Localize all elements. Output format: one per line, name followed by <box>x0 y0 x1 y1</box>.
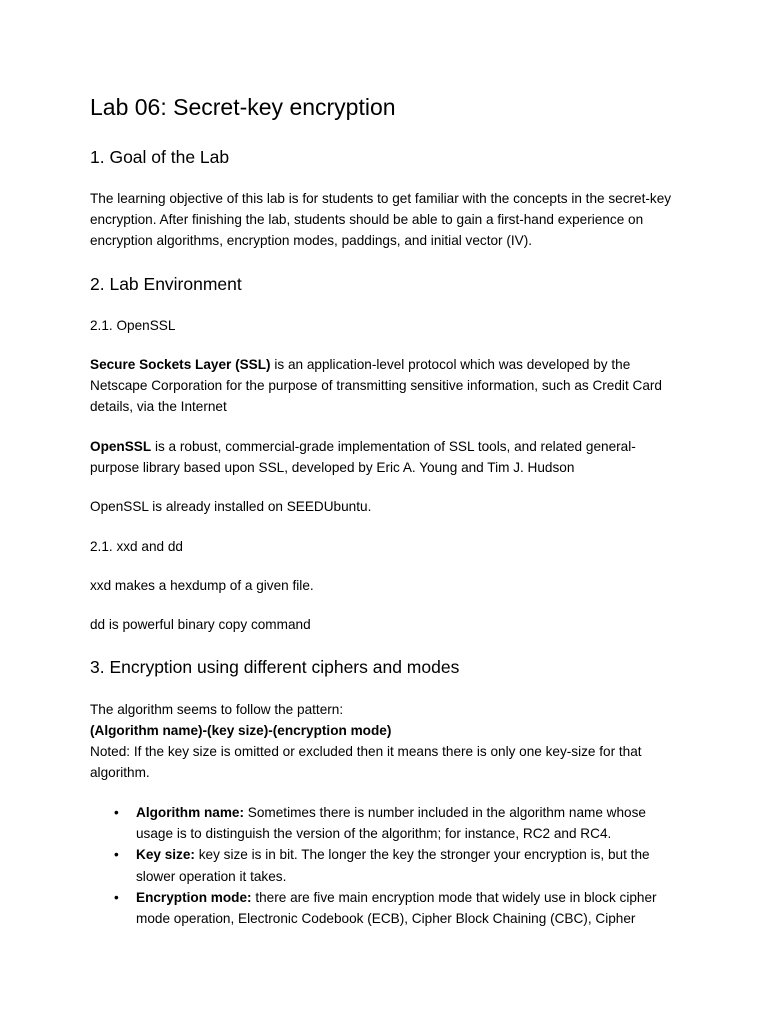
ssl-term: Secure Sockets Layer (SSL) <box>90 357 271 372</box>
bullet-icon: • <box>114 805 119 820</box>
ssl-description: is an application-level protocol which was developed by the Netscape Corporation for the purpose of transmitting sensitive information, such as Credit Card details, via the Internet <box>90 357 662 415</box>
list-item-text: key size is in bit. The longer the key the stronger your encryption is, but the slower operation it takes. <box>136 847 650 884</box>
list-item-term: Key size: <box>136 847 195 863</box>
list-item <box>90 887 680 929</box>
goal-paragraph: The learning objective of this lab is for students to get familiar with the concepts in the secret-key encryption. After finishing the lab, students should be able to gain a first-hand experience on encryption algorithms, encryption modes, paddings, and initial vector (IV). <box>90 191 672 249</box>
section-heading-lab-environment: 2. Lab Environment <box>90 274 242 294</box>
dd-description: dd is powerful binary copy command <box>90 617 311 632</box>
list-item-text: there are five main encryption mode that widely use in block cipher mode operation, Electronic Codebook (ECB), Cipher Block Chaining (CBC), Cipher <box>136 889 657 927</box>
section-heading-goal: 1. Goal of the Lab <box>90 147 230 167</box>
list-item-text: Sometimes there is number included in the algorithm name whose usage is to distinguish the version of the algorithm; for instance, RC2 and RC4. <box>136 805 646 842</box>
page-title: Lab 06: Secret-key encryption <box>90 94 396 120</box>
algorithm-parts-list <box>90 802 680 929</box>
list-item-term: Algorithm name: <box>136 805 244 820</box>
pattern-format: (Algorithm name)-(key size)-(encryption mode) <box>90 723 392 738</box>
section-heading-encryption: 3. Encryption using different ciphers and modes <box>90 657 460 677</box>
ssl-paragraph <box>90 354 680 418</box>
list-item <box>90 844 680 886</box>
bullet-icon: • <box>114 889 119 905</box>
openssl-paragraph <box>90 436 680 478</box>
openssl-installed-note: OpenSSL is already installed on SEEDUbuntu. <box>90 499 372 514</box>
openssl-term: OpenSSL <box>90 439 152 454</box>
list-item <box>90 802 680 844</box>
bullet-icon: • <box>114 847 119 863</box>
list-item-term: Encryption mode: <box>136 889 252 905</box>
pattern-intro: The algorithm seems to follow the pattern: <box>90 702 344 717</box>
key-size-note: Noted: If the key size is omitted or excluded then it means there is only one key-size for that algorithm. <box>90 744 642 781</box>
xxd-description: xxd makes a hexdump of a given file. <box>90 578 314 593</box>
subheading-openssl: 2.1. OpenSSL <box>90 318 176 333</box>
openssl-description: is a robust, commercial-grade implementation of SSL tools, and related general-purpose library based upon SSL, developed by Eric A. Young and Tim J. Hudson <box>90 439 636 476</box>
subheading-xxd-dd: 2.1. xxd and dd <box>90 539 183 554</box>
